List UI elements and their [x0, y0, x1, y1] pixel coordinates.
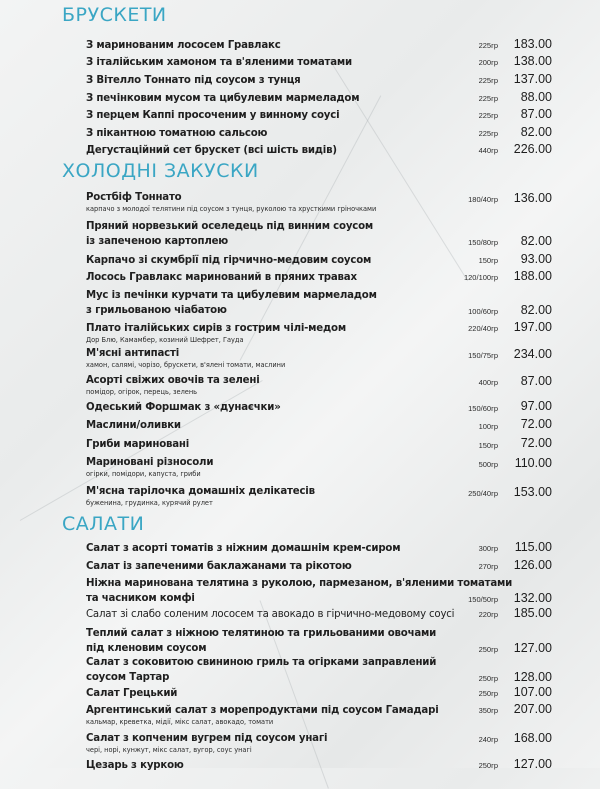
menu-item: З маринованим лососем Гравлакс — [86, 40, 281, 51]
item-price: 136.00 — [513, 191, 552, 205]
menu-item: Салат Грецький — [86, 688, 178, 699]
item-weight: 225гр — [478, 129, 498, 138]
menu-item: Пряний норвезький оселедець під винним соусом із запеченою картоплею — [86, 221, 374, 247]
item-weight: 225гр — [478, 41, 498, 50]
item-price: 183.00 — [513, 37, 552, 51]
item-description: буженина, грудинка, курячий рулет — [86, 499, 213, 507]
menu-item: Салат з соковитою свининою гриль та огірками заправлений соусом Тартар — [86, 657, 437, 683]
item-weight: 100гр — [478, 422, 498, 431]
section-title-cold-appetizers: ХОЛОДНІ ЗАКУСКИ — [62, 160, 259, 182]
item-price: 72.00 — [520, 436, 552, 450]
menu-item: Салат з асорті томатів з ніжним домашнім крем-сиром — [86, 543, 401, 554]
menu-item: Маслини/оливки — [86, 420, 181, 431]
item-price: 115.00 — [514, 540, 552, 554]
menu-item: Мариновані різносоли огірки, помідори, капуста, гриби — [86, 455, 566, 479]
menu-item: Салат зі слабо соленим лососем та авокадо в гірчично-медовому соусі — [86, 609, 455, 620]
menu-item: Ростбіф Тоннато карпачо з молодої телятини під соусом з тунця, руколою та хрусткими гріночками — [86, 190, 566, 214]
item-price: 234.00 — [513, 347, 552, 361]
item-price: 82.00 — [520, 234, 552, 248]
menu-item: З Вітелло Тоннато під соусом з тунця — [86, 75, 301, 86]
item-description: кальмар, креветка, мідії, мікс салат, авокадо, томати — [86, 718, 274, 726]
menu-item: М'ясні антипасті хамон, салямі, чорізо, брускети, в'ялені томати, маслини — [86, 346, 566, 370]
menu-item: Ніжна маринована телятина з руколою, пармезаном, в'яленими томатами та часником комфі — [86, 578, 513, 604]
item-weight: 150гр — [478, 256, 498, 265]
menu-item: Одеський Форшмак з «дунаєчки» — [86, 402, 281, 413]
item-weight: 440гр — [478, 146, 498, 155]
item-weight: 150/80гр — [468, 238, 498, 247]
item-price: 87.00 — [520, 374, 552, 388]
item-weight: 150/50гр — [468, 595, 498, 604]
item-weight: 500гр — [478, 460, 498, 469]
item-price: 88.00 — [520, 90, 552, 104]
item-weight: 120/100гр — [463, 273, 498, 282]
item-price: 137.00 — [513, 72, 552, 86]
item-price: 87.00 — [520, 107, 552, 121]
item-weight: 225гр — [478, 94, 498, 103]
menu-item: М'ясна тарілочка домашніх делікатесів буженина, грудинка, курячий рулет — [86, 484, 566, 508]
item-price: 97.00 — [520, 399, 552, 413]
item-price: 127.00 — [513, 757, 552, 771]
item-weight: 150/75гр — [468, 351, 498, 360]
menu-item: Лосось Гравлакс маринований в пряних травах — [86, 272, 357, 283]
item-price: 82.00 — [520, 125, 552, 139]
item-price: 126.00 — [513, 558, 552, 572]
item-weight: 240гр — [478, 735, 498, 744]
item-weight: 150гр — [478, 441, 498, 450]
item-price: 226.00 — [513, 142, 552, 156]
item-weight: 225гр — [478, 111, 498, 120]
item-price: 72.00 — [520, 417, 552, 431]
item-weight: 220гр — [478, 610, 498, 619]
item-price: 127.00 — [513, 641, 552, 655]
item-price: 197.00 — [513, 320, 552, 334]
menu-item: Дегустаційний сет брускет (всі шість видів) — [86, 145, 337, 156]
menu-item: З пікантною томатною сальсою — [86, 128, 268, 139]
item-description: хамон, салямі, чорізо, брускети, в'ялені томати, маслини — [86, 361, 286, 369]
menu-item: Асорті свіжих овочів та зелені помідор, огірок, перець, зелень — [86, 373, 566, 397]
item-weight: 300гр — [478, 544, 498, 553]
item-weight: 220/40гр — [468, 324, 498, 333]
item-price: 207.00 — [513, 702, 552, 716]
item-price: 185.00 — [513, 606, 552, 620]
item-price: 110.00 — [514, 456, 552, 470]
item-weight: 400гр — [478, 378, 498, 387]
menu-item: Цезарь з куркою — [86, 760, 184, 771]
menu-item: Гриби мариновані — [86, 439, 190, 450]
item-price: 153.00 — [513, 485, 552, 499]
section-title-bruschetta: БРУСКЕТИ — [62, 4, 167, 26]
item-weight: 250гр — [478, 645, 498, 654]
menu-item: Плато італійських сирів з гострим чілі-медом Дор Блю, Камамбер, козиний Шефрет, Гауда — [86, 321, 566, 345]
item-price: 128.00 — [513, 670, 552, 684]
item-weight: 270гр — [478, 562, 498, 571]
item-weight: 350гр — [478, 706, 498, 715]
item-weight: 250гр — [478, 689, 498, 698]
item-weight: 180/40гр — [468, 195, 498, 204]
item-price: 188.00 — [513, 269, 552, 283]
item-weight: 225гр — [478, 76, 498, 85]
item-price: 107.00 — [513, 685, 552, 699]
item-description: Дор Блю, Камамбер, козиний Шефрет, Гауда — [86, 336, 244, 344]
menu-item: Салат з копченим вугрем під соусом унагі чері, норі, кунжут, мікс салат, вугор, соус унагі — [86, 731, 566, 755]
item-weight: 100/60гр — [468, 307, 498, 316]
menu-item: Аргентинський салат з морепродуктами під соусом Гамадарі кальмар, креветка, мідії, мікс салат, авокадо, томати — [86, 703, 566, 727]
item-weight: 150/60гр — [468, 404, 498, 413]
menu-item: Теплий салат з ніжною телятиною та грильованими овочами під кленовим соусом — [86, 628, 437, 654]
menu-item: Мус із печінки курчати та цибулевим мармеладом з грильованою чіабатою — [86, 290, 377, 316]
section-title-salads: САЛАТИ — [62, 513, 145, 535]
item-weight: 200гр — [478, 58, 498, 67]
item-price: 132.00 — [513, 591, 552, 605]
menu-item: Салат із запеченими баклажанами та рікотою — [86, 561, 352, 572]
item-description: огірки, помідори, капуста, гриби — [86, 470, 201, 478]
menu-item: З італійським хамоном та в'яленими томатами — [86, 57, 352, 68]
item-description: помідор, огірок, перець, зелень — [86, 388, 198, 396]
item-price: 82.00 — [520, 303, 552, 317]
item-description: карпачо з молодої телятини під соусом з тунця, руколою та хрусткими гріночками — [86, 205, 377, 213]
item-weight: 250/40гр — [468, 489, 498, 498]
menu-item: З перцем Каппі просоченим у винному соусі — [86, 110, 340, 121]
item-weight: 250гр — [478, 674, 498, 683]
menu-item: Карпачо зі скумбрії під гірчично-медовим соусом — [86, 255, 372, 266]
item-weight: 250гр — [478, 761, 498, 770]
item-price: 138.00 — [513, 54, 552, 68]
menu-item: З печінковим мусом та цибулевим мармеладом — [86, 93, 360, 104]
item-price: 93.00 — [520, 252, 552, 266]
item-description: чері, норі, кунжут, мікс салат, вугор, соус унагі — [86, 746, 252, 754]
item-price: 168.00 — [513, 731, 552, 745]
